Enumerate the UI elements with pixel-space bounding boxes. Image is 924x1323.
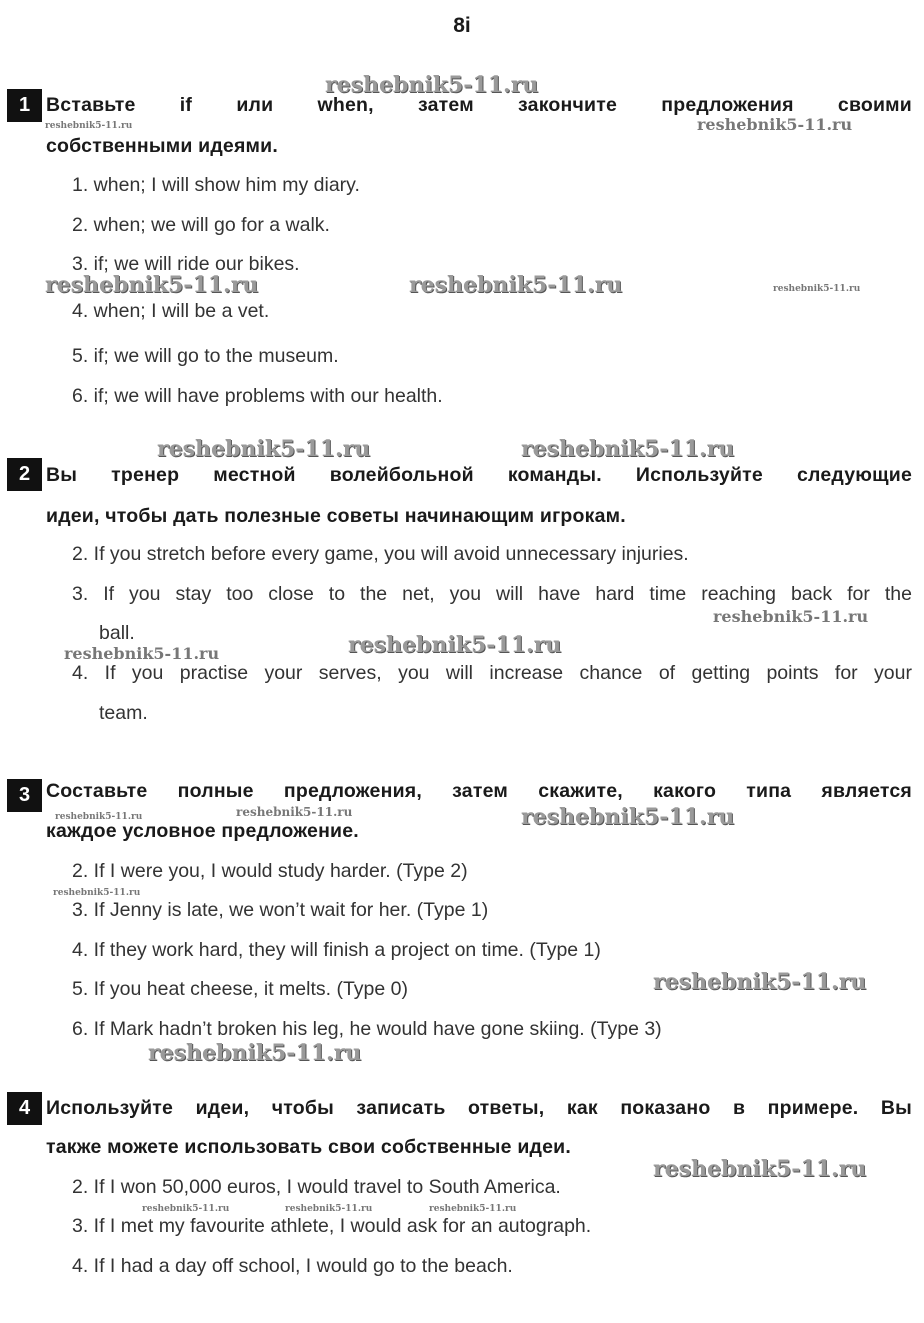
- answer-line: 6. if; we will have problems with our health.: [72, 385, 443, 407]
- task-heading: Вы тренер местной волейбольной команды. Используйте следующие: [46, 464, 912, 486]
- task-number-badge: 1: [7, 89, 42, 122]
- watermark: reshebnik5-11.ru: [348, 632, 562, 658]
- watermark: reshebnik5-11.ru: [697, 115, 853, 134]
- watermark: reshebnik5-11.ru: [53, 888, 141, 898]
- task-heading: также можете использовать свои собственные идеи.: [46, 1136, 571, 1158]
- answer-line: 4. when; I will be a vet.: [72, 300, 270, 322]
- answer-line: ball.: [99, 622, 135, 644]
- task-number-badge: 4: [7, 1092, 42, 1125]
- task-number-badge: 2: [7, 458, 42, 491]
- answer-line: 3. If Jenny is late, we won’t wait for her. (Type 1): [72, 899, 489, 921]
- answer-line: 4. If I had a day off school, I would go to the beach.: [72, 1255, 513, 1277]
- task-heading: Вставьте if или when, затем закончите предложения своими: [46, 94, 912, 116]
- watermark: reshebnik5-11.ru: [773, 284, 861, 294]
- task-heading: Используйте идеи, чтобы записать ответы, как показано в примере. Вы: [46, 1097, 912, 1119]
- answer-line: 3. If you stay too close to the net, you will have hard time reaching back for the: [72, 583, 912, 605]
- answer-line: 5. If you heat cheese, it melts. (Type 0): [72, 978, 408, 1000]
- watermark: reshebnik5-11.ru: [236, 805, 353, 819]
- page-number: 8i: [453, 14, 471, 37]
- task-heading: идеи, чтобы дать полезные советы начинающим игрокам.: [46, 505, 626, 527]
- answer-line: 4. If you practise your serves, you will increase chance of getting points for your: [72, 662, 912, 684]
- watermark: reshebnik5-11.ru: [653, 969, 867, 995]
- answer-line: 5. if; we will go to the museum.: [72, 345, 339, 367]
- answer-line: 3. If I met my favourite athlete, I would ask for an autograph.: [72, 1215, 592, 1237]
- answer-line: 2. If I were you, I would study harder. (Type 2): [72, 860, 468, 882]
- answer-line: 1. when; I will show him my diary.: [72, 174, 360, 196]
- watermark: reshebnik5-11.ru: [157, 436, 371, 462]
- task-heading: собственными идеями.: [46, 135, 278, 157]
- answer-line: 2. when; we will go for a walk.: [72, 214, 330, 236]
- watermark: reshebnik5-11.ru: [55, 812, 143, 822]
- watermark: reshebnik5-11.ru: [429, 1204, 517, 1214]
- answer-line: 6. If Mark hadn’t broken his leg, he would have gone skiing. (Type 3): [72, 1018, 662, 1040]
- answer-line: 3. if; we will ride our bikes.: [72, 253, 300, 275]
- watermark: reshebnik5-11.ru: [285, 1204, 373, 1214]
- answer-line: 2. If I won 50,000 euros, I would travel to South America.: [72, 1176, 561, 1198]
- watermark: reshebnik5-11.ru: [409, 272, 623, 298]
- watermark: reshebnik5-11.ru: [148, 1040, 362, 1066]
- answer-line: 2. If you stretch before every game, you will avoid unnecessary injuries.: [72, 543, 689, 565]
- watermark: reshebnik5-11.ru: [45, 272, 259, 298]
- watermark: reshebnik5-11.ru: [521, 436, 735, 462]
- watermark: reshebnik5-11.ru: [653, 1156, 867, 1182]
- watermark: reshebnik5-11.ru: [325, 72, 539, 98]
- watermark: reshebnik5-11.ru: [45, 121, 133, 131]
- watermark: reshebnik5-11.ru: [142, 1204, 230, 1214]
- watermark: reshebnik5-11.ru: [713, 607, 869, 626]
- task-number-badge: 3: [7, 779, 42, 812]
- answer-line: team.: [99, 702, 148, 724]
- watermark: reshebnik5-11.ru: [64, 644, 220, 663]
- watermark: reshebnik5-11.ru: [521, 804, 735, 830]
- answer-line: 4. If they work hard, they will finish a project on time. (Type 1): [72, 939, 601, 961]
- task-heading: каждое условное предложение.: [46, 820, 359, 842]
- task-heading: Составьте полные предложения, затем скажите, какого типа является: [46, 780, 912, 802]
